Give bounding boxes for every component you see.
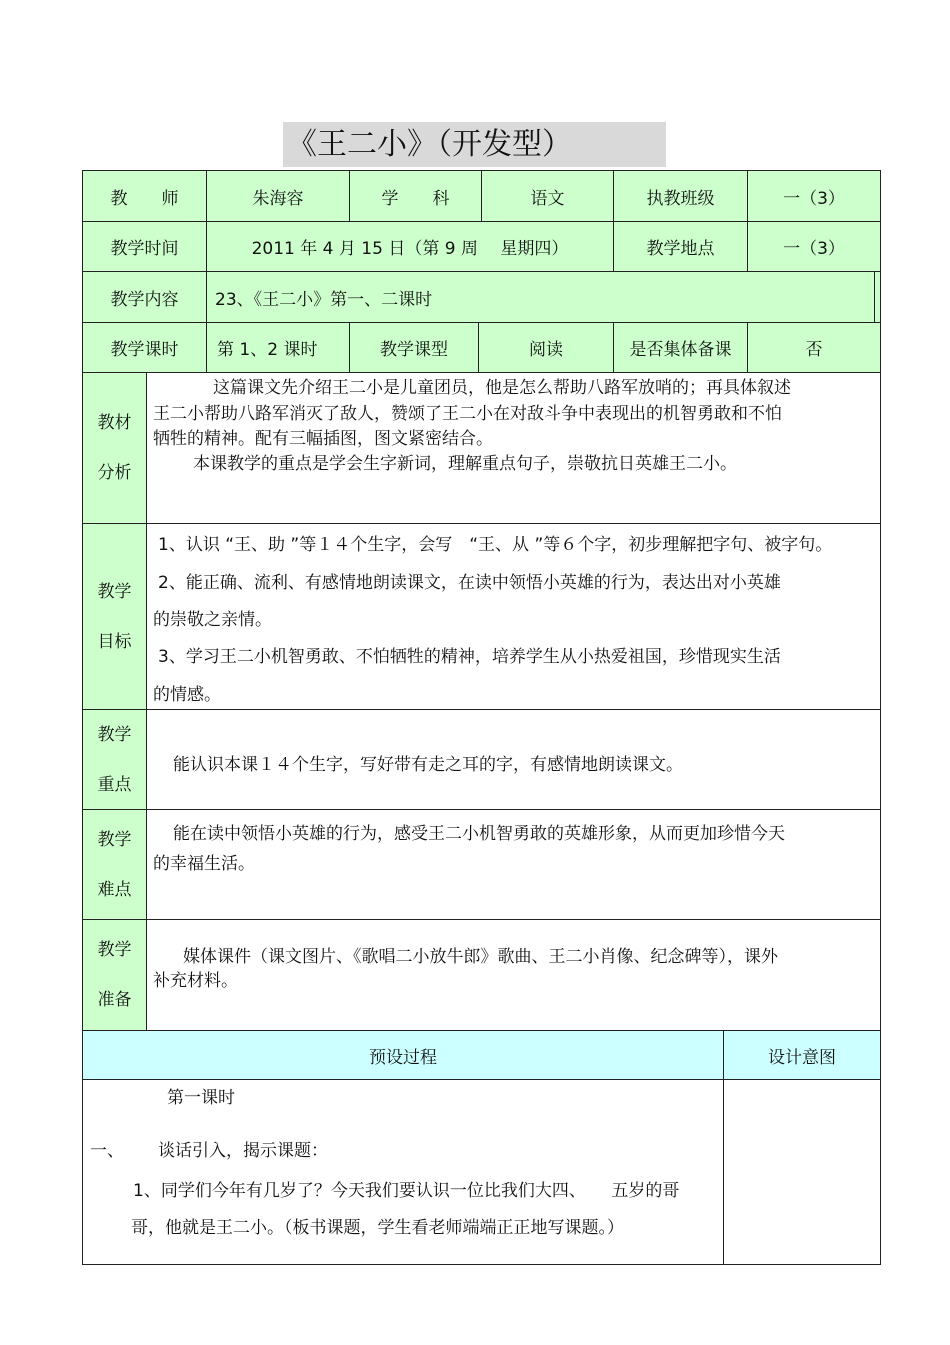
- collective-value: 否: [747, 322, 881, 373]
- collective-label: 是否集体备课: [613, 322, 748, 373]
- process-header: 预设过程: [82, 1030, 724, 1080]
- place-value: 一（3）: [747, 221, 881, 272]
- goals-label: 教学 目标: [82, 523, 147, 710]
- analysis-line: 本课教学的重点是学会生字新词，理解重点句子，崇敬抗日英雄王二小。: [193, 454, 737, 474]
- section-title: 谈话引入，揭示课题：: [158, 1141, 328, 1161]
- intent-header: 设计意图: [723, 1030, 881, 1080]
- hours-value: 第 1、2 课时: [206, 322, 350, 373]
- goals-line: 2、能正确、流利、有感情地朗读课文，在读中领悟小英雄的行为，表达出对小英雄: [158, 573, 781, 593]
- section-number: 一、: [90, 1141, 124, 1161]
- key-text: 能认识本课１４个生字，写好带有走之耳的字，有感情地朗读课文。: [173, 755, 683, 775]
- teacher-label: 教 师: [82, 170, 207, 222]
- class-value: 一（3）: [747, 170, 881, 222]
- time-value: 2011 年 4 月 15 日（第 9 周 星期四）: [206, 221, 614, 272]
- intent-body: [723, 1079, 881, 1265]
- place-label: 教学地点: [613, 221, 748, 272]
- hours-label: 教学课时: [82, 322, 207, 373]
- goals-line: 的情感。: [153, 685, 221, 705]
- page-title: 《王二小》（开发型）: [283, 122, 666, 167]
- content-edge: [874, 271, 881, 323]
- analysis-line: 王二小帮助八路军消灭了敌人，赞颂了王二小在对敌斗争中表现出的机智勇敢和不怕: [153, 404, 782, 424]
- type-value: 阅读: [478, 322, 614, 373]
- difficult-line: 能在读中领悟小英雄的行为，感受王二小机智勇敢的英雄形象，从而更加珍惜今天: [173, 824, 785, 844]
- analysis-line: 牺牲的精神。配有三幅插图，图文紧密结合。: [153, 429, 493, 449]
- prep-label: 教学 准备: [82, 919, 147, 1031]
- analysis-line: 这篇课文先介绍王二小是儿童团员，他是怎么帮助八路军放哨的；再具体叙述: [213, 378, 791, 398]
- process-line: 哥，他就是王二小。（板书课题，学生看老师端端正正地写课题。）: [131, 1218, 624, 1238]
- process-line: 1、同学们今年有几岁了？今天我们要认识一位比我们大四、 五岁的哥: [133, 1181, 680, 1201]
- difficult-label: 教学 难点: [82, 809, 147, 920]
- content-label: 教学内容: [82, 271, 207, 323]
- subject-value: 语文: [481, 170, 614, 222]
- prep-cell: [146, 919, 881, 1031]
- analysis-label: 教材 分析: [82, 372, 147, 524]
- subject-label: 学 科: [349, 170, 482, 222]
- prep-line: 补充材料。: [153, 971, 238, 991]
- teacher-value: 朱海容: [206, 170, 350, 222]
- type-label: 教学课型: [349, 322, 479, 373]
- time-label: 教学时间: [82, 221, 207, 272]
- key-label: 教学 重点: [82, 709, 147, 810]
- content-value: 23、《王二小》第一、二课时: [206, 271, 875, 323]
- difficult-line: 的幸福生活。: [153, 854, 255, 874]
- class-label: 执教班级: [613, 170, 748, 222]
- goals-line: 3、学习王二小机智勇敢、不怕牺牲的精神，培养学生从小热爱祖国，珍惜现实生活: [158, 647, 781, 667]
- goals-line: 的崇敬之亲情。: [153, 610, 272, 630]
- prep-line: 媒体课件（课文图片、《歌唱二小放牛郎》歌曲、王二小肖像、纪念碑等），课外: [183, 947, 778, 967]
- goals-line: 1、认识 “王、助 ”等１４个生字，会写 “王、从 ”等６个字，初步理解把字句、被字句。: [158, 535, 833, 555]
- lesson-title: 第一课时: [167, 1088, 235, 1108]
